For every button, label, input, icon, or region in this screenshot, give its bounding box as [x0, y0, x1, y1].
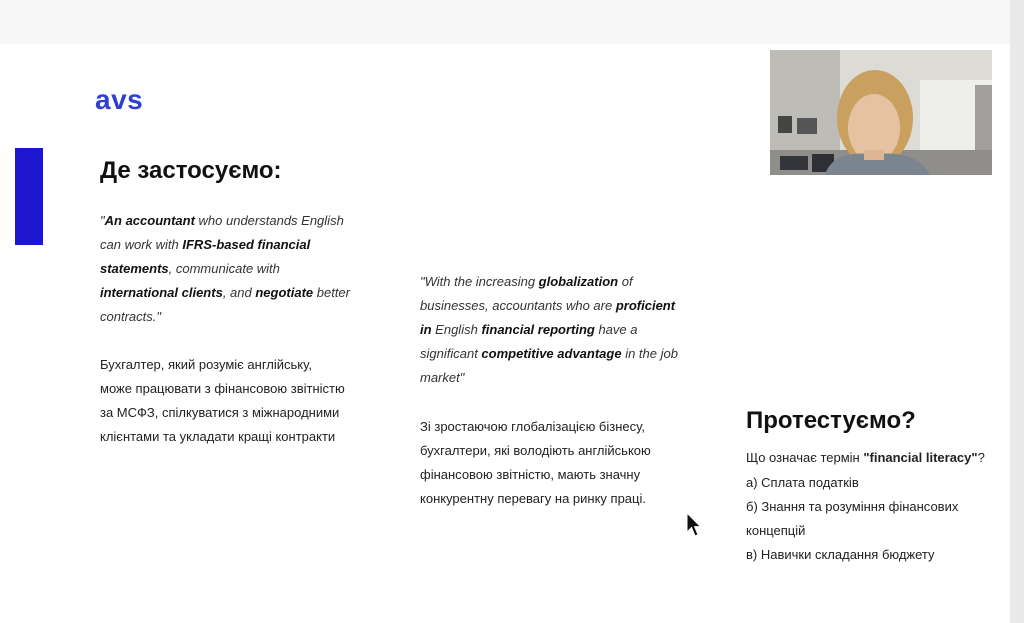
quiz-question — [746, 450, 1006, 465]
window-edge — [1010, 0, 1024, 623]
emphasized-text: competitive advantage — [481, 346, 622, 361]
emphasized-text: proficient in — [420, 298, 676, 337]
quiz-option: б) Знання та розуміння фінансових концепцій — [746, 499, 959, 538]
quiz-option: а) Сплата податків — [746, 475, 859, 490]
quiz-options — [746, 471, 986, 567]
quote-text: better contracts." — [100, 285, 350, 324]
quote-text: , communicate with — [168, 261, 280, 276]
emphasized-text: international clients — [100, 285, 223, 300]
quote-text: have a significant — [420, 322, 638, 361]
quiz-option: в) Навички складання бюджету — [746, 547, 935, 562]
webcam-video-feed[interactable] — [770, 50, 992, 175]
quote-text: " — [100, 213, 105, 228]
quiz-question-prefix: Що означає термін — [746, 450, 864, 465]
avs-logo: avs — [95, 84, 144, 115]
emphasized-text: globalization — [538, 274, 619, 289]
quiz-question-suffix: ? — [977, 450, 985, 465]
top-bar — [0, 0, 1024, 44]
left-quote-english — [100, 209, 350, 329]
emphasized-text: financial reporting — [481, 322, 595, 337]
quote-text: English — [431, 322, 482, 337]
slide-accent-bar — [15, 148, 43, 245]
section-heading: Де застосуємо: — [100, 157, 282, 184]
quote-text: who understands English can work with — [100, 213, 344, 252]
presenter-video-image — [770, 50, 992, 175]
quote-text: "With the increasing — [420, 274, 539, 289]
quiz-question-term: "financial literacy" — [863, 450, 978, 465]
quote-text: of businesses, accountants who are — [420, 274, 633, 313]
quote-text: in the job market" — [420, 346, 678, 385]
quote-text: , and — [222, 285, 256, 300]
middle-quote-ukrainian: Зі зростаючою глобалізацією бізнесу, бухгалтери, які володіють англійською фінансовою звітністю, мають значну конкурентну перевагу на ринку праці. — [420, 419, 651, 506]
left-quote-ukrainian: Бухгалтер, який розуміє англійську, може працювати з фінансовою звітністю за МСФЗ, спілкуватися з міжнародними клієнтами та укладати кращі контракти — [100, 357, 345, 444]
mouse-cursor-icon — [686, 512, 702, 538]
emphasized-text: negotiate — [255, 285, 314, 300]
emphasized-text: An accountant — [104, 213, 195, 228]
quiz-title: Протестуємо? — [746, 407, 916, 434]
middle-quote-english — [420, 270, 690, 390]
emphasized-text: IFRS-based financial statements — [100, 237, 311, 276]
